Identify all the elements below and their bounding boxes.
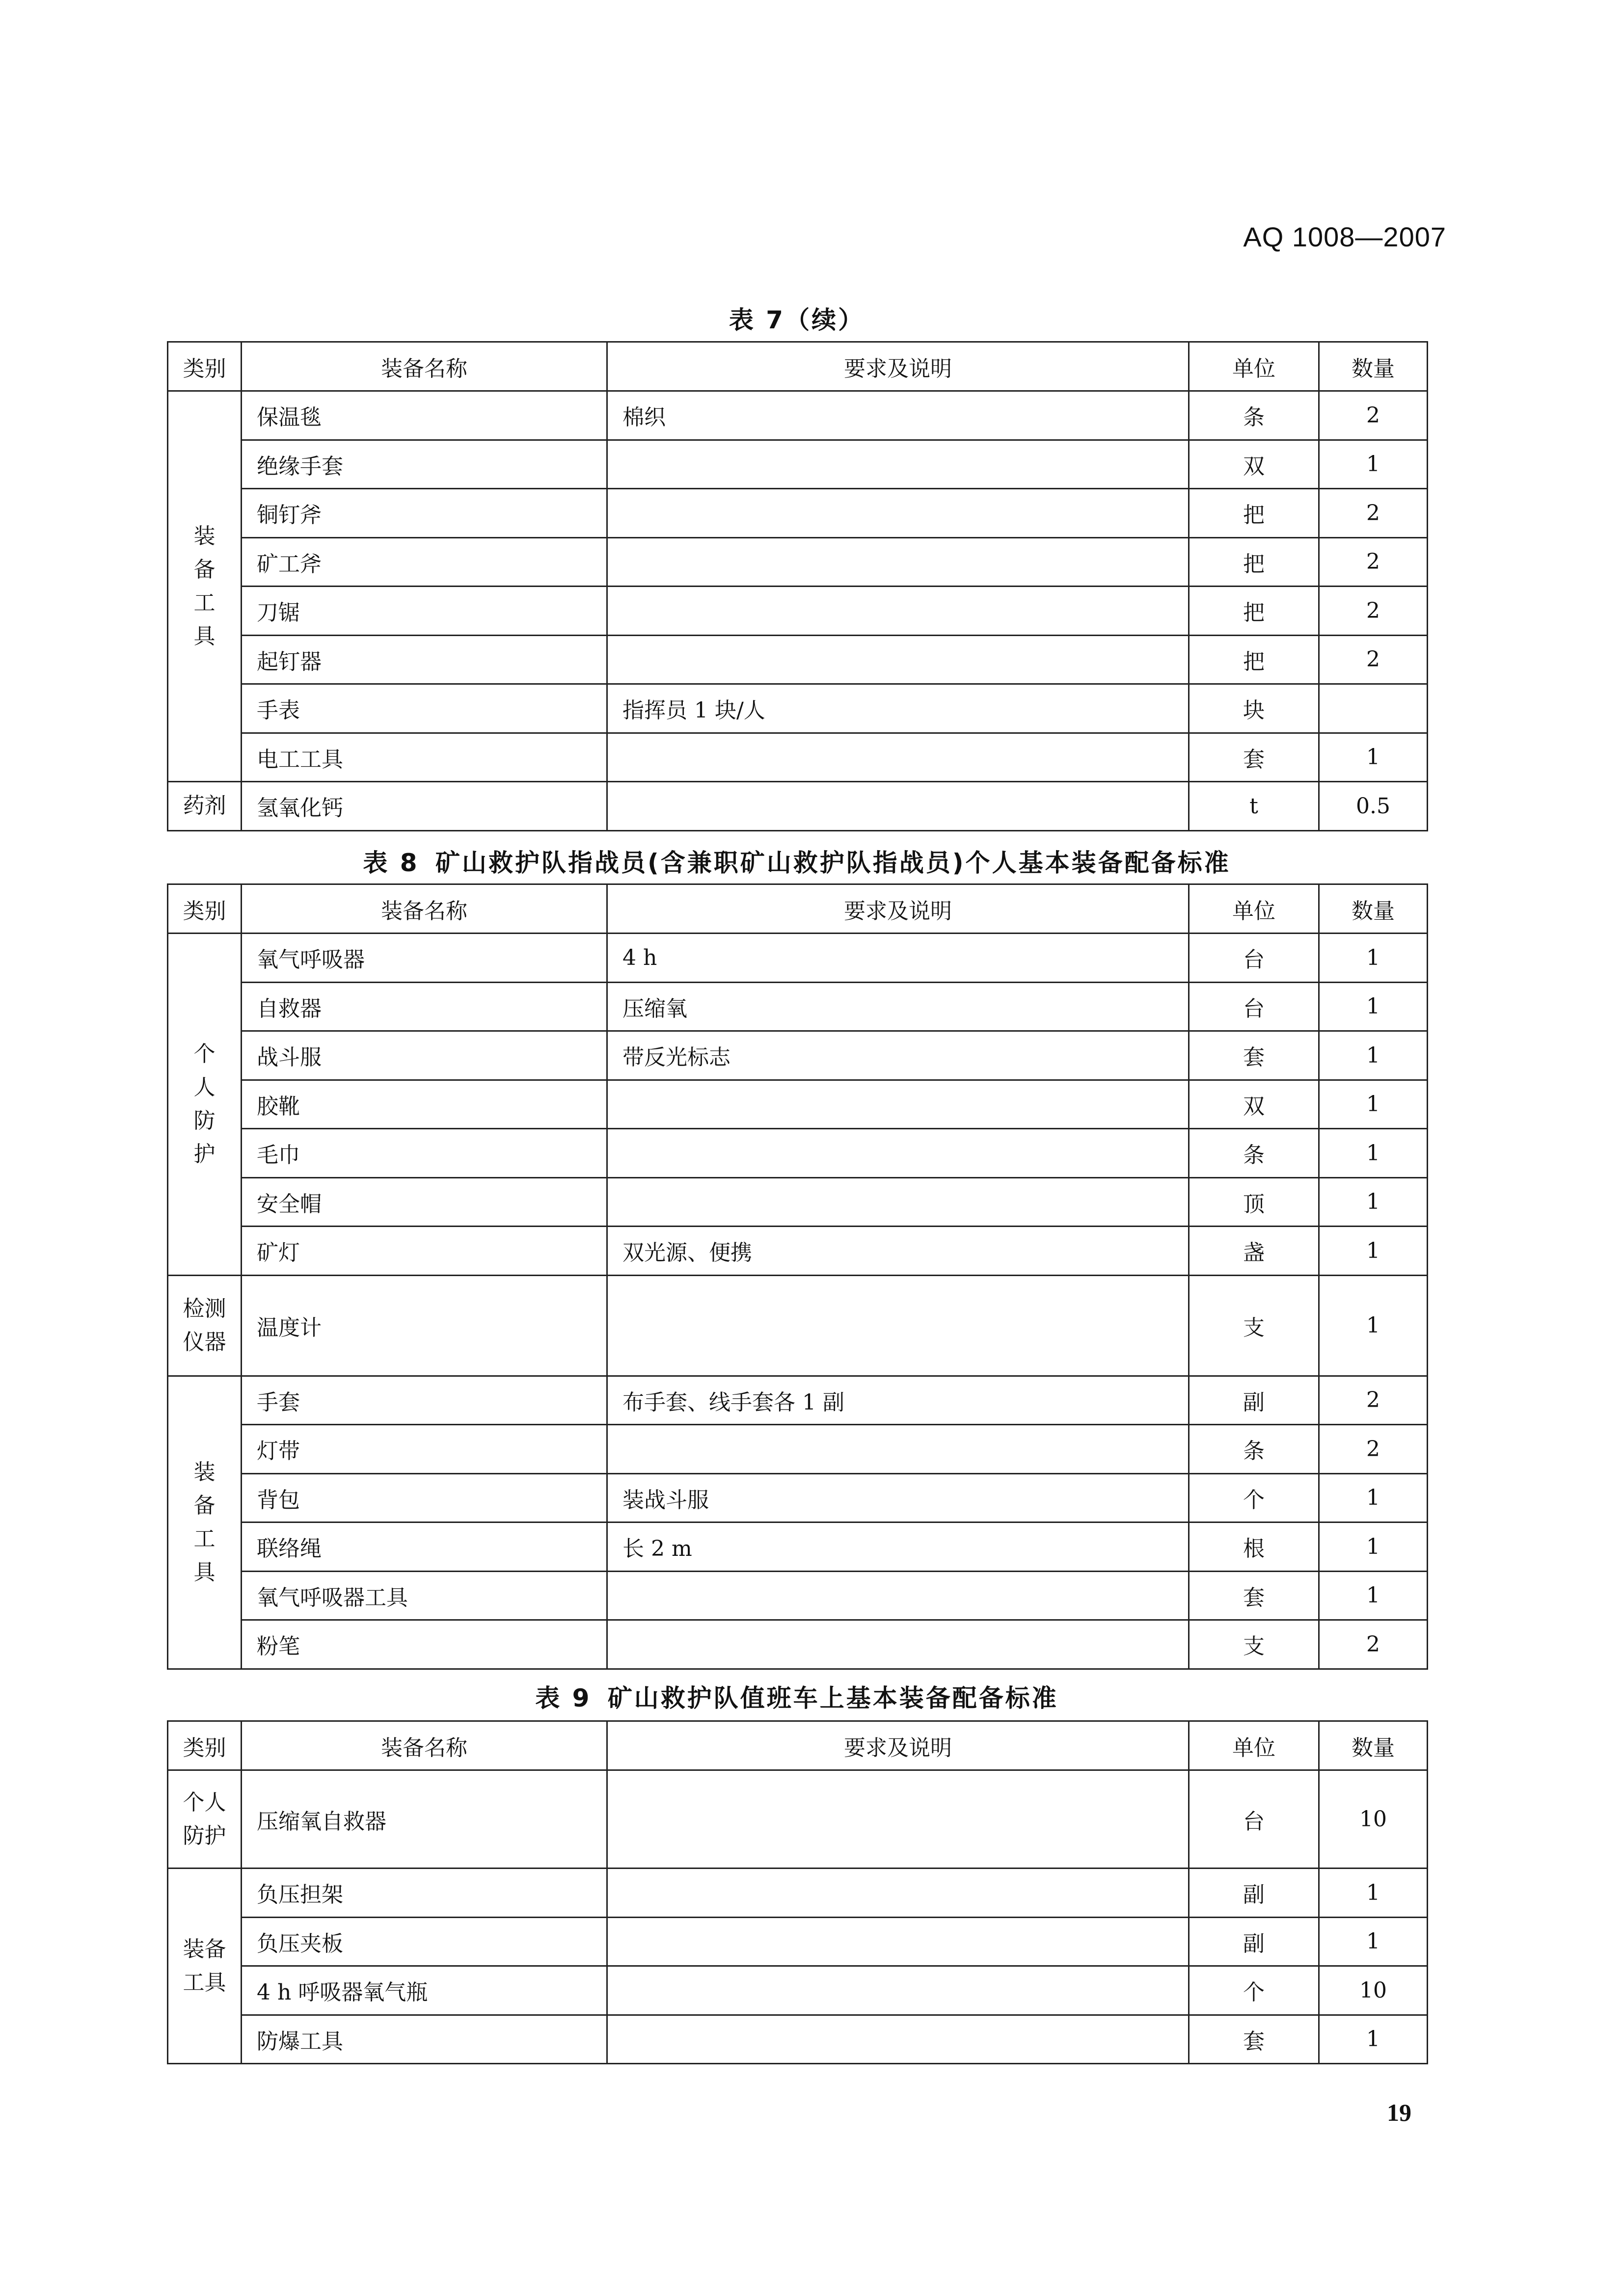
name-cell: 手套	[242, 1376, 607, 1425]
category-cell: 装 备 工 具	[168, 391, 242, 782]
unit-cell: 条	[1189, 1129, 1319, 1178]
table-row	[168, 1425, 1428, 1474]
requirement-cell	[607, 1770, 1189, 1869]
requirement-cell	[607, 1425, 1189, 1474]
name-cell: 粉笔	[242, 1620, 607, 1669]
column-header-requirement: 要求及说明	[607, 884, 1189, 934]
page-number: 19	[1387, 2099, 1411, 2126]
name-cell: 氧气呼吸器	[242, 934, 607, 983]
requirement-cell: 装战斗服	[607, 1473, 1189, 1522]
name-cell: 氢氧化钙	[242, 782, 607, 831]
table-row	[168, 1227, 1428, 1276]
table-row	[168, 1522, 1428, 1572]
table-row	[168, 489, 1428, 538]
table9-title-number: 表 9	[535, 1684, 592, 1712]
column-header-requirement: 要求及说明	[607, 1721, 1189, 1770]
unit-cell: 双	[1189, 440, 1319, 489]
unit-cell: t	[1189, 782, 1319, 831]
quantity-cell: 1	[1319, 1129, 1428, 1178]
table-row	[168, 1473, 1428, 1522]
table-row	[168, 982, 1428, 1031]
quantity-cell: 1	[1319, 1177, 1428, 1227]
requirement-cell	[607, 782, 1189, 831]
table-row	[168, 1177, 1428, 1227]
table8-title-number: 表 8	[363, 849, 419, 877]
unit-cell: 条	[1189, 1425, 1319, 1474]
name-cell: 负压夹板	[242, 1917, 607, 1966]
requirement-cell	[607, 587, 1189, 636]
name-cell: 起钉器	[242, 635, 607, 684]
header-row	[168, 884, 1428, 934]
unit-cell: 台	[1189, 934, 1319, 983]
column-header-quantity: 数量	[1319, 1721, 1428, 1770]
name-cell: 胶靴	[242, 1080, 607, 1129]
unit-cell: 台	[1189, 1770, 1319, 1869]
table-row	[168, 391, 1428, 440]
name-cell: 矿灯	[242, 1227, 607, 1276]
table-row	[168, 1275, 1428, 1376]
quantity-cell: 2	[1319, 1376, 1428, 1425]
table-row	[168, 1620, 1428, 1669]
table-row	[168, 1080, 1428, 1129]
column-header-unit: 单位	[1189, 1721, 1319, 1770]
name-cell: 压缩氧自救器	[242, 1770, 607, 1869]
table-row	[168, 733, 1428, 782]
table-row	[168, 1031, 1428, 1080]
name-cell: 战斗服	[242, 1031, 607, 1080]
name-cell: 铜钉斧	[242, 489, 607, 538]
table-row	[168, 1917, 1428, 1966]
name-cell: 氧气呼吸器工具	[242, 1571, 607, 1620]
unit-cell: 条	[1189, 391, 1319, 440]
table-row	[168, 934, 1428, 983]
requirement-cell	[607, 1177, 1189, 1227]
requirement-cell	[607, 1275, 1189, 1376]
name-cell: 刀锯	[242, 587, 607, 636]
quantity-cell: 2	[1319, 587, 1428, 636]
unit-cell: 副	[1189, 1869, 1319, 1918]
table-row	[168, 537, 1428, 587]
table-row	[168, 684, 1428, 733]
requirement-cell: 长 2 m	[607, 1522, 1189, 1572]
quantity-cell: 1	[1319, 1275, 1428, 1376]
table9-title	[167, 1679, 1427, 1714]
requirement-cell	[607, 2015, 1189, 2064]
unit-cell: 根	[1189, 1522, 1319, 1572]
name-cell: 保温毯	[242, 391, 607, 440]
header-row	[168, 342, 1428, 391]
name-cell: 灯带	[242, 1425, 607, 1474]
column-header-category: 类别	[168, 342, 242, 391]
name-cell: 手表	[242, 684, 607, 733]
quantity-cell: 1	[1319, 934, 1428, 983]
name-cell: 安全帽	[242, 1177, 607, 1227]
column-header-category: 类别	[168, 1721, 242, 1770]
quantity-cell: 1	[1319, 2015, 1428, 2064]
quantity-cell: 2	[1319, 489, 1428, 538]
table-row	[168, 1129, 1428, 1178]
column-header-quantity: 数量	[1319, 342, 1428, 391]
quantity-cell: 1	[1319, 1227, 1428, 1276]
unit-cell: 把	[1189, 489, 1319, 538]
unit-cell: 套	[1189, 1571, 1319, 1620]
requirement-cell	[607, 1966, 1189, 2015]
requirement-cell	[607, 1129, 1189, 1178]
unit-cell: 套	[1189, 1031, 1319, 1080]
unit-cell: 副	[1189, 1376, 1319, 1425]
name-cell: 背包	[242, 1473, 607, 1522]
table-row	[168, 1869, 1428, 1918]
requirement-cell: 指挥员 1 块/人	[607, 684, 1189, 733]
column-header-requirement: 要求及说明	[607, 342, 1189, 391]
category-cell: 个 人 防 护	[168, 934, 242, 1276]
quantity-cell: 1	[1319, 1917, 1428, 1966]
name-cell: 温度计	[242, 1275, 607, 1376]
requirement-cell	[607, 733, 1189, 782]
table-row	[168, 2015, 1428, 2064]
quantity-cell: 0.5	[1319, 782, 1428, 831]
standard-code: AQ 1008—2007	[1243, 221, 1446, 252]
table-row	[168, 635, 1428, 684]
column-header-unit: 单位	[1189, 884, 1319, 934]
name-cell: 矿工斧	[242, 537, 607, 587]
unit-cell: 顶	[1189, 1177, 1319, 1227]
name-cell: 联络绳	[242, 1522, 607, 1572]
column-header-unit: 单位	[1189, 342, 1319, 391]
unit-cell: 个	[1189, 1966, 1319, 2015]
quantity-cell: 2	[1319, 635, 1428, 684]
table9-title-text: 矿山救护队值班车上基本装备配备标准	[607, 1684, 1058, 1712]
table-8	[167, 883, 1428, 1670]
requirement-cell	[607, 440, 1189, 489]
table-row	[168, 1966, 1428, 2015]
unit-cell: 个	[1189, 1473, 1319, 1522]
requirement-cell	[607, 489, 1189, 538]
quantity-cell: 1	[1319, 440, 1428, 489]
unit-cell: 台	[1189, 982, 1319, 1031]
table-7	[167, 341, 1428, 831]
unit-cell: 盏	[1189, 1227, 1319, 1276]
column-header-name: 装备名称	[242, 342, 607, 391]
unit-cell: 把	[1189, 635, 1319, 684]
unit-cell: 套	[1189, 733, 1319, 782]
requirement-cell: 压缩氧	[607, 982, 1189, 1031]
unit-cell: 把	[1189, 587, 1319, 636]
table-row	[168, 1770, 1428, 1869]
quantity-cell: 10	[1319, 1770, 1428, 1869]
requirement-cell	[607, 1917, 1189, 1966]
table7-title: 表 7（续）	[729, 306, 865, 334]
table-row	[168, 440, 1428, 489]
unit-cell: 副	[1189, 1917, 1319, 1966]
quantity-cell: 1	[1319, 982, 1428, 1031]
requirement-cell	[607, 635, 1189, 684]
column-header-name: 装备名称	[242, 884, 607, 934]
category-cell: 个人 防护	[168, 1770, 242, 1869]
column-header-category: 类别	[168, 884, 242, 934]
column-header-quantity: 数量	[1319, 884, 1428, 934]
requirement-cell	[607, 1571, 1189, 1620]
column-header-name: 装备名称	[242, 1721, 607, 1770]
name-cell: 自救器	[242, 982, 607, 1031]
quantity-cell: 1	[1319, 1869, 1428, 1918]
name-cell: 4 h 呼吸器氧气瓶	[242, 1966, 607, 2015]
table-row	[168, 782, 1428, 831]
table8-title	[167, 843, 1427, 879]
requirement-cell: 布手套、线手套各 1 副	[607, 1376, 1189, 1425]
header-row	[168, 1721, 1428, 1770]
quantity-cell: 1	[1319, 1522, 1428, 1572]
name-cell: 防爆工具	[242, 2015, 607, 2064]
table-row	[168, 1376, 1428, 1425]
quantity-cell: 1	[1319, 733, 1428, 782]
quantity-cell: 1	[1319, 1080, 1428, 1129]
unit-cell: 套	[1189, 2015, 1319, 2064]
requirement-cell	[607, 537, 1189, 587]
quantity-cell: 1	[1319, 1031, 1428, 1080]
quantity-cell: 2	[1319, 391, 1428, 440]
quantity-cell: 2	[1319, 1620, 1428, 1669]
quantity-cell: 10	[1319, 1966, 1428, 2015]
quantity-cell: 2	[1319, 537, 1428, 587]
quantity-cell: 1	[1319, 1473, 1428, 1522]
name-cell: 电工工具	[242, 733, 607, 782]
unit-cell: 支	[1189, 1620, 1319, 1669]
requirement-cell	[607, 1080, 1189, 1129]
table-9	[167, 1720, 1428, 2064]
quantity-cell: 2	[1319, 1425, 1428, 1474]
category-cell: 药剂	[168, 782, 242, 831]
category-cell: 检测 仪器	[168, 1275, 242, 1376]
quantity-cell: 1	[1319, 1571, 1428, 1620]
quantity-cell	[1319, 684, 1428, 733]
category-cell: 装备 工具	[168, 1869, 242, 2064]
name-cell: 毛巾	[242, 1129, 607, 1178]
requirement-cell: 4 h	[607, 934, 1189, 983]
table8-title-text: 矿山救护队指战员(含兼职矿山救护队指战员)个人基本装备配备标准	[435, 849, 1231, 877]
unit-cell: 把	[1189, 537, 1319, 587]
unit-cell: 双	[1189, 1080, 1319, 1129]
unit-cell: 支	[1189, 1275, 1319, 1376]
name-cell: 绝缘手套	[242, 440, 607, 489]
requirement-cell: 带反光标志	[607, 1031, 1189, 1080]
requirement-cell	[607, 1869, 1189, 1918]
requirement-cell: 棉织	[607, 391, 1189, 440]
name-cell: 负压担架	[242, 1869, 607, 1918]
table-row	[168, 587, 1428, 636]
requirement-cell	[607, 1620, 1189, 1669]
requirement-cell: 双光源、便携	[607, 1227, 1189, 1276]
unit-cell: 块	[1189, 684, 1319, 733]
table-row	[168, 1571, 1428, 1620]
category-cell: 装 备 工 具	[168, 1376, 242, 1669]
